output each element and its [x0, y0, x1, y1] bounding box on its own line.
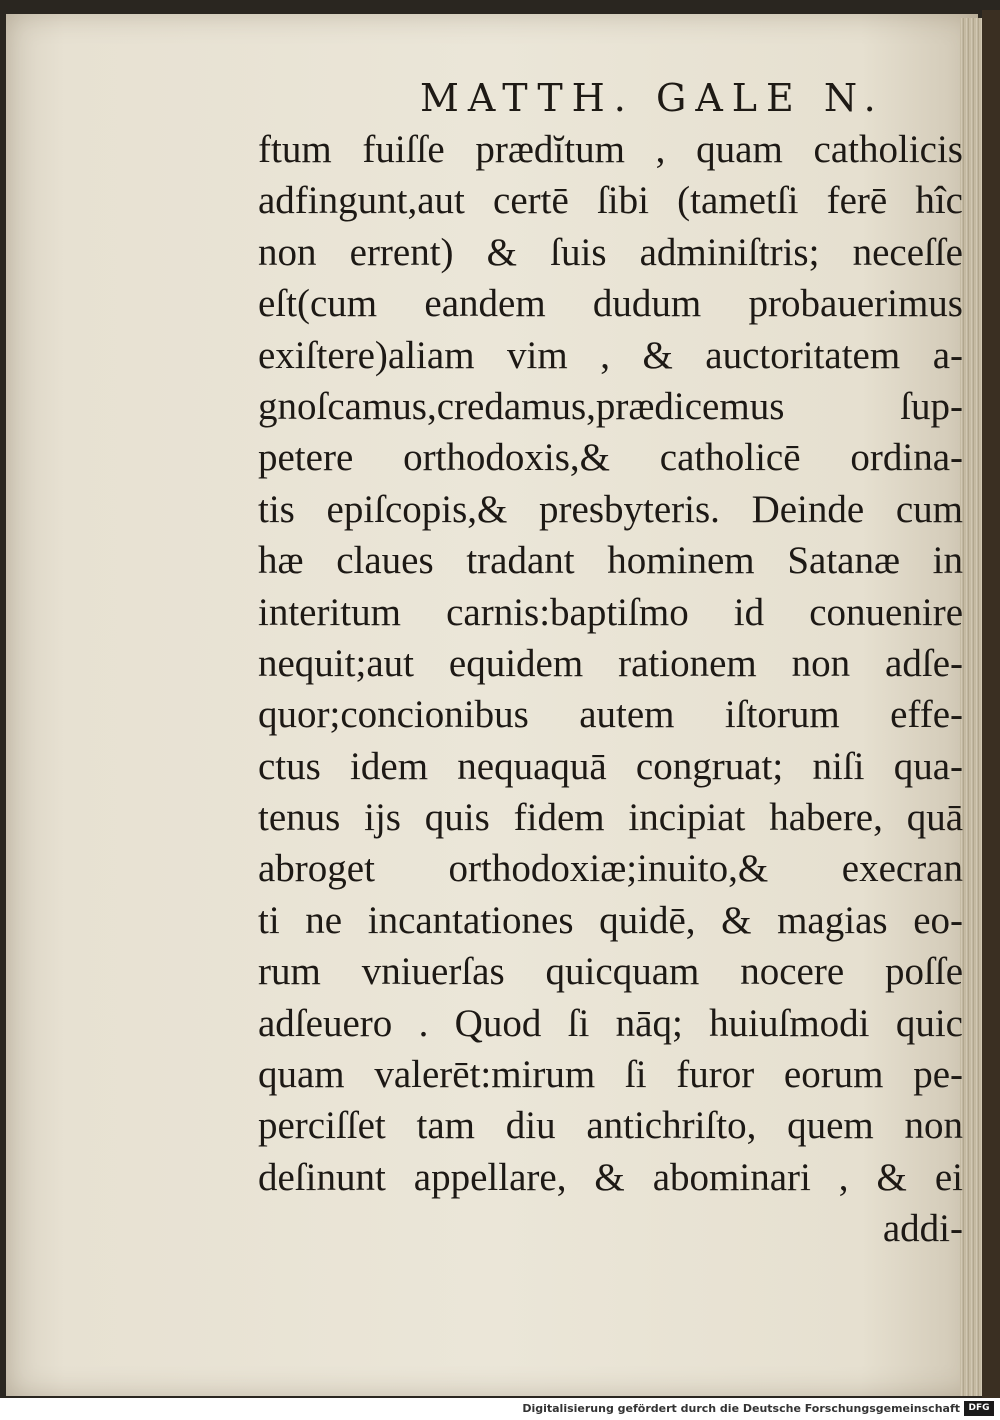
book-binding-edge — [982, 10, 1000, 1398]
text-line: tenus ijs quis fidem incipiat habere, quā — [258, 796, 963, 840]
text-line: adfingunt,aut certē ſibi (tametſi ferē hîc — [258, 179, 963, 223]
catchword-line: addi- — [882, 1207, 963, 1251]
text-line: deſinunt appellare, & abominari , & ei — [258, 1155, 963, 1199]
text-line: gnoſcamus,credamus,prædicemus ſup- — [258, 384, 963, 428]
text-line: tis epiſcopis,& presbyteris. Deinde cum — [258, 487, 963, 531]
text-line: ti ne incantationes quidē, & magias eo- — [258, 898, 963, 942]
text-line: eſt(cum eandem dudum probauerimus — [258, 282, 963, 326]
text-line: exiſtere)aliam vim , & auctoritatem a- — [258, 333, 963, 377]
text-line: ctus idem nequaquā congruat; niſi qua- — [258, 744, 963, 788]
text-line: rum vniuerſas quicquam nocere poſſe — [258, 950, 963, 994]
text-line: quor;concionibus autem iſtorum effe- — [258, 693, 963, 737]
running-head: MATTH. GALE N. — [420, 76, 885, 120]
text-line: nequit;aut equidem rationem non adſe- — [258, 641, 963, 685]
text-line: abroget orthodoxiæ;inuito,& execran — [258, 847, 963, 891]
text-line: ftum fuiſſe prædĭtum , quam catholicis — [258, 128, 963, 171]
page-edge-stack — [960, 18, 982, 1396]
text-line: non errent) & ſuis adminiſtris; neceſſe — [258, 230, 963, 274]
dfg-logo-icon: DFG — [964, 1401, 994, 1416]
text-line: quam valerēt:mirum ſi furor eorum pe- — [258, 1053, 963, 1097]
text-line: adſeuero . Quod ſi nāq; huiuſmodi quic — [258, 1001, 963, 1045]
text-line: perciſſet tam diu antichriſto, quem non — [258, 1104, 963, 1148]
text-line: petere orthodoxis,& catholicē ordina- — [258, 436, 963, 480]
text-line: interitum carnis:baptiſmo id conuenire — [258, 590, 963, 634]
funding-credit: Digitalisierung gefördert durch die Deutsche Forschungsgemeinschaft — [522, 1402, 960, 1415]
text-line: hæ claues tradant hominem Satanæ in — [258, 539, 963, 583]
page-text-block — [258, 124, 963, 1255]
